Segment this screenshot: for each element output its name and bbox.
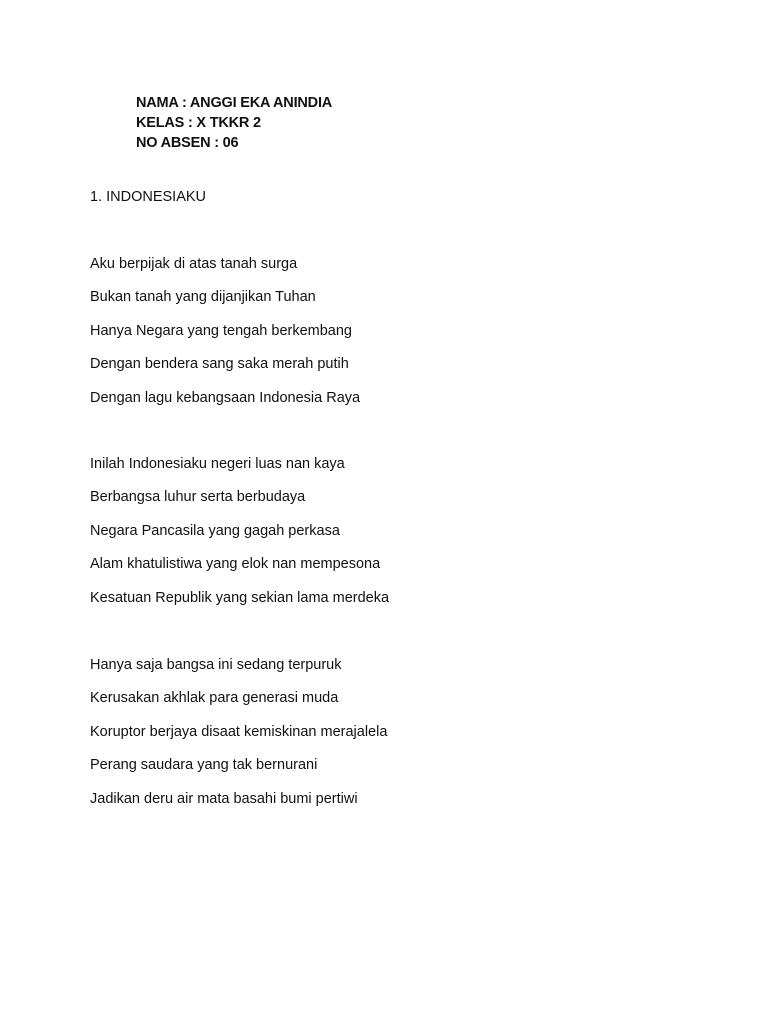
poem-stanza-1: [90, 254, 360, 421]
poem-line: Dengan lagu kebangsaan Indonesia Raya: [90, 389, 361, 406]
poem-line: Perang saudara yang tak bernurani: [90, 757, 318, 774]
poem-line: Kerusakan akhlak para generasi muda: [90, 690, 339, 707]
poem-line: Koruptor berjaya disaat kemiskinan merajalela: [90, 723, 388, 740]
poem-line: Kesatuan Republik yang sekian lama merdeka: [90, 589, 390, 606]
poem-line: Berbangsa luhur serta berbudaya: [90, 489, 306, 506]
poem-line: Inilah Indonesiaku negeri luas nan kaya: [90, 456, 345, 472]
poem-line: Jadikan deru air mata basahi bumi pertiwi: [90, 790, 358, 807]
poem-title: 1. INDONESIAKU: [90, 189, 207, 205]
poem-stanza-2: [90, 454, 389, 621]
poem-line: Hanya Negara yang tengah berkembang: [90, 322, 352, 339]
poem-line: Bukan tanah yang dijanjikan Tuhan: [90, 289, 316, 306]
poem-line: Dengan bendera sang saka merah putih: [90, 356, 349, 373]
student-absen-number: NO ABSEN : 06: [136, 135, 239, 151]
student-name: NAMA : ANGGI EKA ANINDIA: [136, 95, 333, 111]
poem-line: Negara Pancasila yang gagah perkasa: [90, 522, 340, 539]
poem-stanza-3: [90, 655, 387, 822]
poem-line: Hanya saja bangsa ini sedang terpuruk: [90, 657, 342, 673]
poem-line: Alam khatulistiwa yang elok nan mempesona: [90, 556, 381, 573]
student-identity-block: [136, 93, 332, 153]
poem-line: Aku berpijak di atas tanah surga: [90, 256, 298, 272]
student-class: KELAS : X TKKR 2: [136, 115, 261, 131]
